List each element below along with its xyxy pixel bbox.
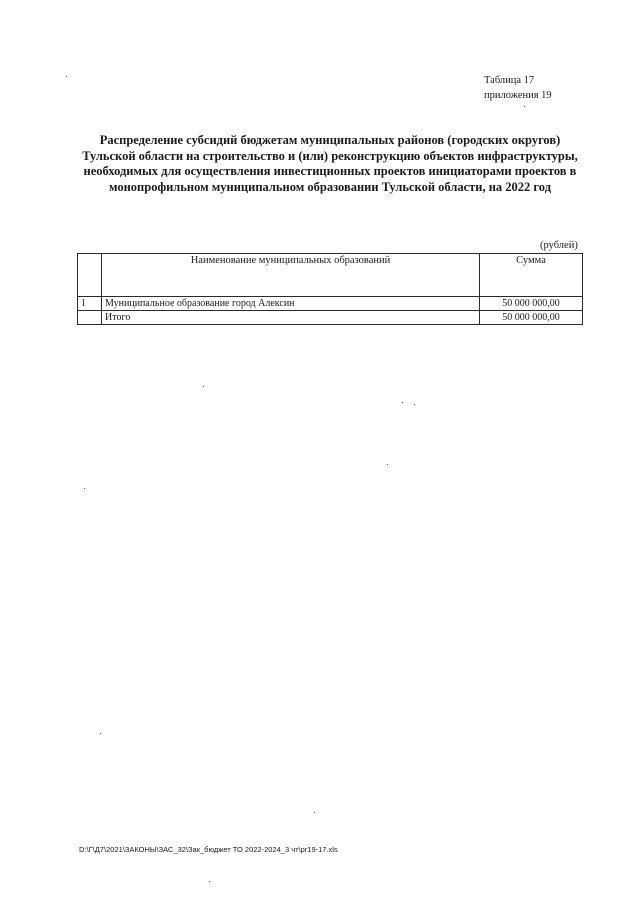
scan-speck	[100, 733, 101, 734]
row-sum-cell: 50 000 000,00	[480, 297, 583, 311]
scan-speck	[203, 386, 204, 387]
file-path-footer: D:\Г\Д7\2021\ЗАКОНЫ\ЗАС_32\Зак_бюджет ТО 2022-2024_3 чт\pr19-17.xls	[79, 845, 338, 854]
row-name-cell: Муниципальное образование город Алексин	[102, 297, 480, 311]
total-number-cell	[78, 311, 102, 325]
scan-speck	[66, 76, 67, 77]
table-header-row	[78, 254, 583, 297]
scan-speck	[84, 488, 85, 489]
subsidy-table	[77, 253, 583, 325]
units-label: (рублей)	[540, 240, 578, 251]
document-title: Распределение субсидий бюджетам муниципальных районов (городских округов) Тульской области на строительство и (или) реконструкцию объектов инфраструктуры, необходимых для осуществления инвестиционных проектов инициаторами проектов в монопрофильном муниципальном образовании Тульской области, на 2022 год	[82, 133, 578, 194]
total-sum-cell: 50 000 000,00	[480, 311, 583, 325]
table-reference	[484, 73, 552, 103]
scan-speck	[314, 812, 315, 813]
scan-speck	[387, 464, 388, 465]
header-name-cell: Наименование муниципальных образований	[102, 254, 480, 297]
scan-speck	[209, 881, 210, 882]
header-sum-cell: Сумма	[480, 254, 583, 297]
header-number-cell	[78, 254, 102, 297]
scan-speck	[402, 402, 403, 403]
scan-speck	[414, 404, 415, 405]
scan-speck	[524, 106, 525, 107]
table-total-row	[78, 311, 583, 325]
row-number-cell: 1	[78, 297, 102, 311]
table-row	[78, 297, 583, 311]
table-ref-line: Таблица 17	[484, 75, 535, 86]
appendix-ref-line: приложения 19	[484, 90, 552, 101]
total-name-cell: Итого	[102, 311, 480, 325]
